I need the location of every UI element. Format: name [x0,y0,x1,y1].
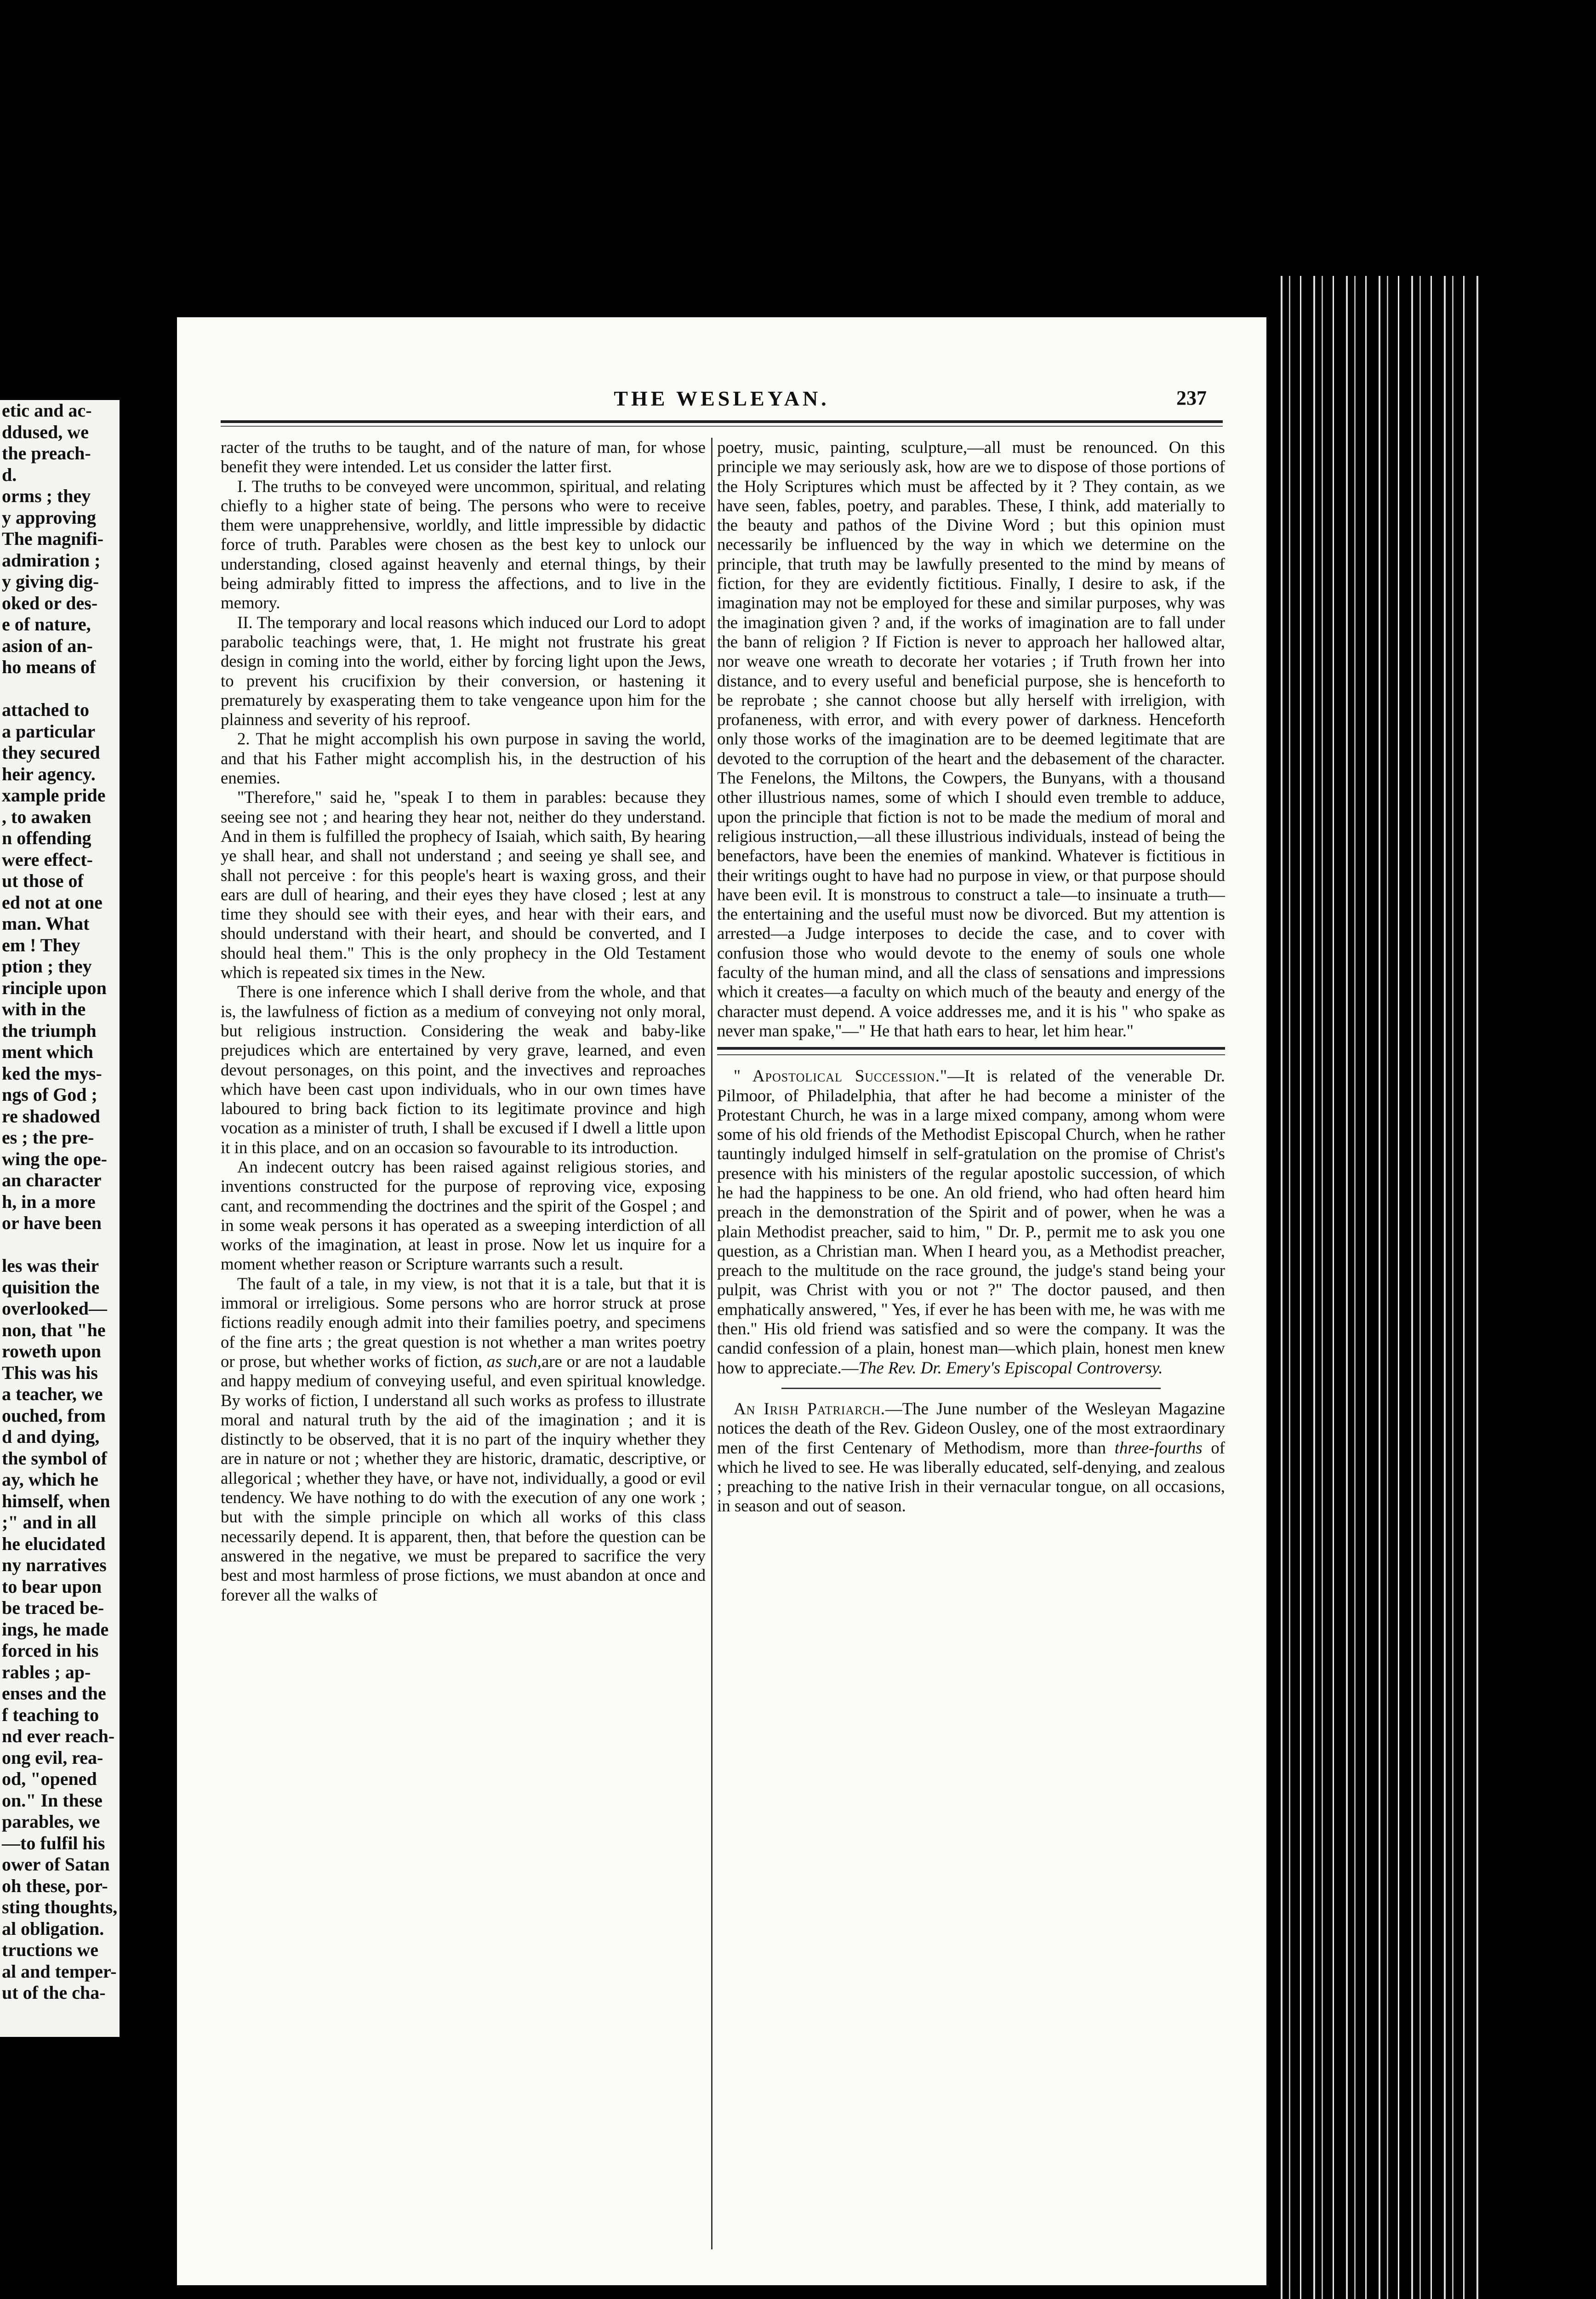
fragment-line: attached to [2,699,89,720]
fragment-line: n offending [2,828,91,848]
article-irish-patriarch [717,1399,1225,1516]
fragment-line: he elucidated [2,1533,106,1554]
running-title: THE WESLEYAN. [614,387,830,410]
fragment-line: ked the mys- [2,1063,102,1084]
fragment-line: parables, we [2,1811,100,1832]
article-separator [717,1047,1225,1055]
fragment-line [0,678,120,700]
fragment-line: re shadowed [2,1105,100,1127]
book-gutter [120,322,176,2253]
fragment-line: al and temper- [2,1961,117,1982]
fragment-line: orms ; they [2,486,91,506]
fragment-line: ngs of God ; [2,1084,97,1105]
fragment-line: ption ; they [2,956,92,977]
column-divider [711,438,712,2249]
article-body: —It is related of the venerable Dr. Pilmoor, of Philadelphia, that after he had become a minister of the Protestant Church, he was in a large mixed company, among whom were some of his old friends of the Methodist Episcopal Church, when he rather tauntingly indulged himself in self-gratulation on the promise of Christ's presence with his ministers of the regular apostolic succession, of which he had the happiness to be one. An old friend, who had often heard him preach in the demonstration of the Spirit and of power, when he was a plain Methodist preacher, said to him, " Dr. P., permit me to ask you one question, as a Christian man. When I heard you, as a Methodist preacher, preach to the multitude on the race ground, the judge's stand being your pulpit, was Christ with you or not ?" The doctor paused, and then emphatically answered, " Yes, if ever he has been with me, he was with me then." His old friend was satisfied and so were the company. It was the candid confession of a plain, honest man—which plain, honest men knew how to appreciate.— [717,1066,1225,1377]
fragment-line: they secured [2,742,100,763]
article-source: The Rev. Dr. Emery's Episcopal Controversy. [858,1358,1163,1377]
paragraph: There is one inference which I shall derive from the whole, and that is, the lawfulness of fiction as a medium of conveying not only moral, but religious instruction. Considering the weak and baby-like prejudices which are entertained by very grave, learned, and even devout personages, on this point, and the invectives and reproaches which have been cast upon individuals, who in our own times have laboured to bring back fiction to its legitimate province and high vocation as a minister of truth, I shall be excused if I dwell a little upon it in this place, and on an occasion so favourable to its introduction. [221,982,706,1157]
fragment-line: ut those of [2,870,84,891]
fragment-line: were effect- [2,849,93,870]
fragment-line: etic and ac- [2,400,92,421]
fragment-line: d and dying, [2,1426,100,1447]
fragment-line: ay, which he [2,1469,99,1490]
article-title: An Irish Patriarch. [734,1399,885,1418]
fragment-line: rables ; ap- [2,1661,91,1682]
text-run: The fault of a tale, in my view, is not that it is a tale, but that it is immoral or irreligious. Some persons who are horror struck at prose fictions readily enough admit into their families poetry, and specimens of the fine arts ; the great question is not whether a man writes poetry or prose, but whether works of fiction, [221,1274,706,1371]
fragment-line: ddused, we [2,421,89,442]
fragment-line: wing the ope- [2,1148,107,1169]
page-header [177,386,1266,414]
article-apostolical-succession [717,1066,1225,1378]
fragment-line: y approving [2,507,96,528]
fragment-line: enses and the [2,1683,106,1704]
article-body: of which he lived to see. He was liberally educated, self-denying, and zealous ; preaching to the native Irish in their vernacular tongue, on all occasions, in season and out of season. [717,1438,1225,1516]
fragment-line: with in the [2,999,86,1019]
paragraph: I. The truths to be conveyed were uncommon, spiritual, and relating chiefly to a higher state of being. The persons who were to receive them were unapprehensive, worldly, and little impressible by didactic force of truth. Parables were chosen as the best key to unlock our understanding, closed against heavenly and eternal things, by their being admirably fitted to impress the affections, and to live in the memory. [221,476,706,612]
fragment-line: This was his [2,1362,98,1383]
fragment-line: ower of Satan [2,1854,110,1875]
fragment-line: overlooked— [2,1298,107,1319]
fragment-line: an character [2,1170,102,1190]
fragment-line: sting thoughts, [2,1897,118,1917]
fragment-line: ed not at one [2,892,103,913]
fragment-line: h, in a more [2,1191,96,1212]
fragment-line: himself, when [2,1490,110,1511]
fragment-line: nd ever reach- [2,1726,115,1746]
text-run: are or are not a laudable and happy medium of conveying useful, and even spiritual knowledge. By works of fiction, I understand all such works as profess to illustrate moral and natural truth by the aid of the imagination ; and it is distinctly to be observed, that it is no part of the inquiry whether they are in nature or not ; whether they are historic, dramatic, descriptive, or allegorical ; whether they have, or have not, individually, a good or evil tendency. We have nothing to do with the execution of any one work ; but with the simple principle on which all works of this class necessarily depend. It is apparent, then, that before the question can be answered in the negative, we must be prepared to sacrifice the very best and most harmless of prose fictions, we must abandon at once and forever all the walks of [221,1351,706,1604]
fragment-line: a teacher, we [2,1384,103,1404]
header-rule-thin [221,426,1223,427]
fragment-line: y giving dig- [2,571,99,592]
paragraph [221,1274,706,1605]
fragment-line: ings, he made [2,1618,109,1640]
fragment-line [0,1234,120,1256]
fragment-line: the symbol of [2,1447,107,1469]
page-number: 237 [1176,387,1207,409]
header-rule [221,420,1223,423]
fragment-line: od, "opened [2,1768,97,1789]
fragment-line: al obligation. [2,1918,104,1939]
fragment-line: ;" and in all [2,1512,97,1533]
fragment-line: heir agency. [2,763,96,784]
fragment-line: roweth upon [2,1341,101,1361]
fragment-line: asion of an- [2,635,93,656]
fragment-line: ho means of [2,657,96,677]
fragment-line: quisition the [2,1276,100,1298]
facing-page-fragment [0,400,120,2037]
fragment-line: ouched, from [2,1405,106,1426]
fragment-line: —to fulfil his [2,1832,105,1853]
fragment-line: non, that "he [2,1319,106,1340]
fragment-line: les was their [2,1255,99,1276]
fragment-line: admiration ; [2,549,101,571]
fragment-line: ny narratives [2,1555,107,1575]
fragment-line: oh these, por- [2,1875,108,1896]
fragment-line: the preach- [2,443,91,463]
book-page [177,317,1266,2285]
fragment-line: ment which [2,1041,93,1062]
right-column [717,438,1225,2249]
fragment-line: f teaching to [2,1704,99,1725]
fragment-line: xample pride [2,785,106,806]
article-separator [781,1388,1161,1389]
fragment-line: The magnifi- [2,528,104,549]
fragment-line: forced in his [2,1640,99,1661]
fragment-line: a particular [2,721,96,742]
fragment-line: em ! They [2,934,80,955]
fragment-line: , to awaken [2,806,91,827]
fragment-line: rinciple upon [2,977,107,998]
article-body: —The June number of the Wesleyan Magazine notices the death of the Rev. Gideon Ousley, one of the most extraordinary men of the first Centenary of Methodism, more than [717,1399,1225,1457]
italic-run: as such, [486,1351,542,1371]
article-title: " Apostolical Succession." [734,1066,947,1086]
fragment-line: ut of the cha- [2,1982,106,2003]
italic-run: three-fourths [1114,1438,1203,1457]
fragment-line: oked or des- [2,592,98,613]
fragment-line: be traced be- [2,1597,104,1618]
fragment-line: or have been [2,1212,102,1233]
fragment-line: on." In these [2,1790,103,1811]
paragraph: 2. That he might accomplish his own purpose in saving the world, and that his Father might accomplish his, in the destruction of his enemies. [221,729,706,788]
fragment-line: man. What [2,913,90,934]
paragraph: An indecent outcry has been raised against religious stories, and inventions constructed for the purpose of reproving vice, exposing cant, and recommending the doctrines and the spirit of the Gospel ; and in some weak persons it has operated as a sweeping interdiction of all works of the imagination, at least in prose. Now let us inquire for a moment whether reason or Scripture warrants such a result. [221,1157,706,1274]
fragment-line: tructions we [2,1939,98,1960]
fragment-line: d. [2,464,17,485]
paragraph: racter of the truths to be taught, and of the nature of man, for whose benefit they were intended. Let us consider the latter first. [221,438,706,476]
fragment-line: ong evil, rea- [2,1747,103,1768]
page-edges [1269,276,1485,2299]
fragment-line: es ; the pre- [2,1127,94,1148]
paragraph: poetry, music, painting, sculpture,—all must be renounced. On this principle we may seriously ask, how are we to dispose of those portions of the Holy Scriptures which must be affected by it ? They contain, as we have seen, fables, poetry, and parables. These, I think, add materially to the beauty and pathos of the Divine Word ; but this opinion must necessarily be influenced by the way in which we determine on the principle, that truth may be lawfully presented to the mind by means of fiction, for they are evidently fictitious. Finally, I desire to ask, if the imagination may not be employed for these and similar purposes, why was the imagination given ? and, if the works of imagination are to fall under the bann of religion ? If Fiction is never to approach her hallowed altar, nor weave one wreath to decorate her votaries ; if Truth frown her into distance, and to every useful and beneficial purpose, she is henceforth to be reprobate ; she cannot choose but ally herself with irreligion, with profaneness, with error, and with every power of darkness. Henceforth only those works of the imagination are to be deemed legitimate that are devoted to the corruption of the heart and the debasement of the character. The Fenelons, the Miltons, the Cowpers, the Bunyans, with a thousand other illustrious names, some of which I should even tremble to adduce, upon the principle that fiction is not to be made the medium of moral and religious instruction,—all these illustrious individuals, instead of being the benefactors, have been the enemies of mankind. Whatever is fictitious in their writings ought to have had no purpose in view, or that purpose should have been evil. It is monstrous to construct a tale—to insinuate a truth—the entertaining and the useful must now be divorced. But my attention is arrested—a Judge interposes to decide the case, and to cover with confusion those who would devote to the enemy of souls one whole faculty of the human mind, and all the class of sensations and impressions which it creates—a faculty on which much of the beauty and energy of the character must depend. A voice addresses me, and it is his " who spake as never man spake,"—" He that hath ears to hear, let him hear." [717,438,1225,1040]
left-column [221,438,706,2249]
paragraph: II. The temporary and local reasons which induced our Lord to adopt parabolic teachings were, that, 1. He might not frustrate his great design in coming into the world, either by forcing light upon the Jews, to prevent his crucifixion by their conversion, or hastening it prematurely by exasperating them to take vengeance upon him for the plainness and severity of his reproof. [221,612,706,729]
paragraph: "Therefore," said he, "speak I to them in parables: because they seeing see not ; and hearing they hear not, neither do they understand. And in them is fulfilled the prophecy of Isaiah, which saith, By hearing ye shall hear, and shall not understand ; and seeing ye shall see, and shall not perceive : for this people's heart is waxing gross, and their ears are dull of hearing, and their eyes they have closed ; lest at any time they should see with their eyes, and hear with their ears, and should understand with their heart, and should be converted, and I should heal them." This is the only prophecy in the Old Testament which is repeated six times in the New. [221,788,706,982]
fragment-line: e of nature, [2,614,91,635]
fragment-line: to bear upon [2,1576,102,1597]
fragment-line: the triumph [2,1020,97,1041]
